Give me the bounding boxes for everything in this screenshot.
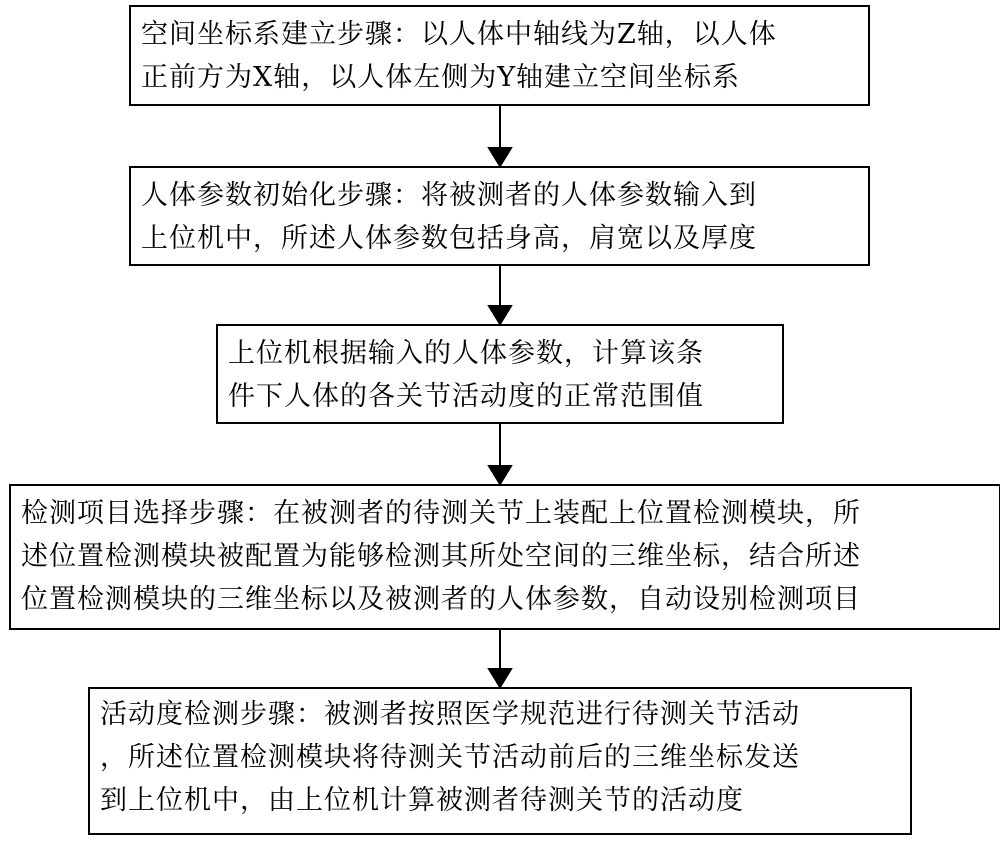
arrow-1-to-2-head <box>489 148 511 166</box>
step-text-line: 述位置检测模块被配置为能够检测其所处空间的三维坐标，结合所述 <box>21 541 861 572</box>
step-text-line: 位置检测模块的三维坐标以及被测者的人体参数，自动设别检测项目 <box>21 584 861 615</box>
step-text-line: 上位机根据输入的人体参数，计算该条 <box>228 338 704 369</box>
step-text-line: 上位机中，所述人体参数包括身高，肩宽以及厚度 <box>141 223 757 254</box>
step-text-line: 活动度检测步骤：被测者按照医学规范进行待测关节活动 <box>100 699 800 730</box>
step-detection-item-selection <box>9 484 1000 630</box>
step-normal-range-calculation <box>216 324 784 424</box>
arrow-3-to-4-head <box>489 466 511 484</box>
step-text-line: 到上位机中，由上位机计算被测者待测关节的活动度 <box>100 785 744 816</box>
step-text-line: 正前方为X轴，以人体左侧为Y轴建立空间坐标系 <box>141 62 741 93</box>
step-text-line: 件下人体的各关节活动度的正常范围值 <box>228 381 704 412</box>
step-text-line: 人体参数初始化步骤：将被测者的人体参数输入到 <box>141 180 757 211</box>
step-text-line: 检测项目选择步骤：在被测者的待测关节上装配上位置检测模块，所 <box>21 498 861 529</box>
step-coordinate-system <box>129 5 870 106</box>
step-body-parameter-init <box>129 166 870 266</box>
arrow-2-to-3-head <box>489 306 511 324</box>
step-text-line: ，所述位置检测模块将待测关节活动前后的三维坐标发送 <box>100 742 800 773</box>
step-mobility-detection <box>88 687 912 835</box>
step-text-line: 空间坐标系建立步骤：以人体中轴线为Z轴，以人体 <box>141 19 777 50</box>
arrow-4-to-5-head <box>489 669 511 687</box>
